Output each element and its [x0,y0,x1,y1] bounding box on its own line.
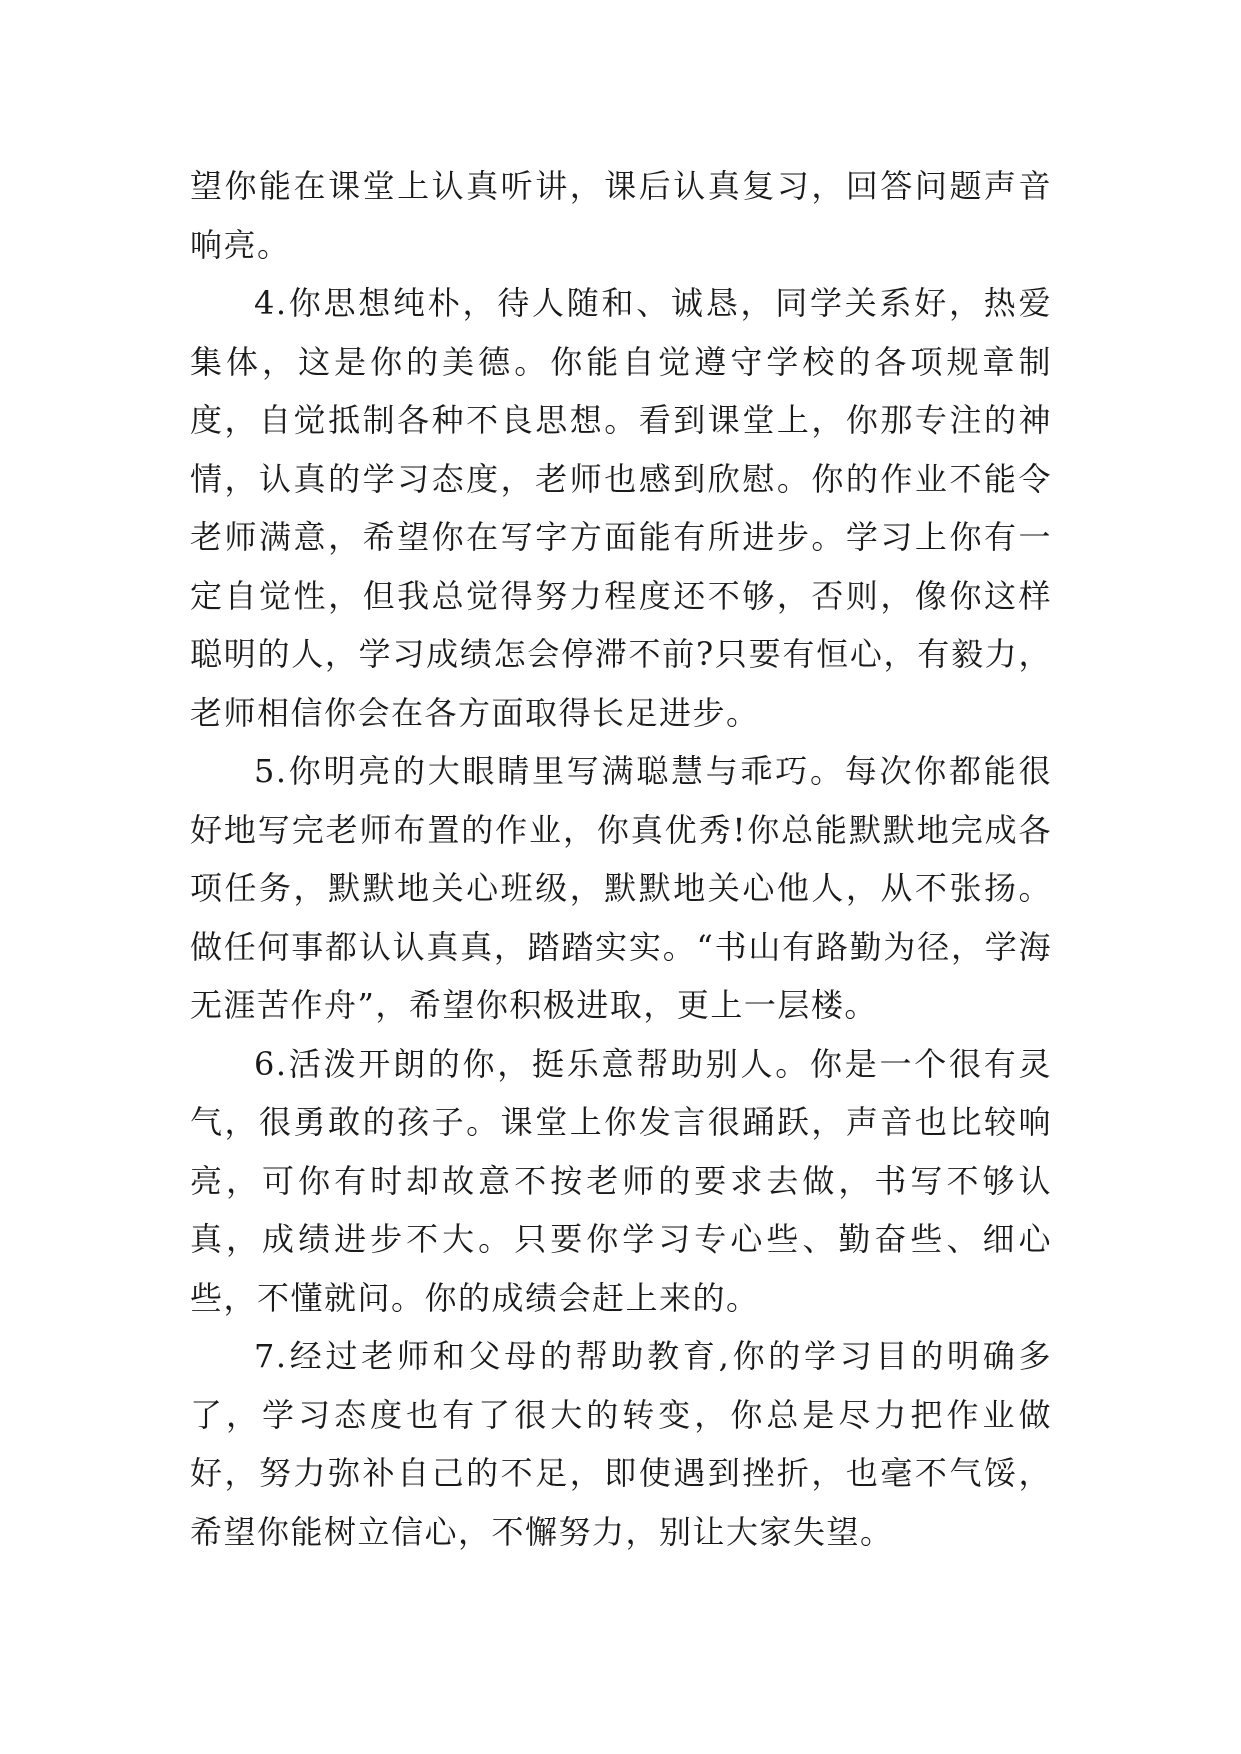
paragraph-item-5: 5.你明亮的大眼睛里写满聪慧与乖巧。每次你都能很好地写完老师布置的作业，你真优秀!你总能默默地完成各项任务，默默地关心班级，默默地关心他人，从不张扬。做任何事都认认真真，踏踏实实。“书山有路勤为径，学海无涯苦作舟”，希望你积极进取，更上一层楼。 [190,752,1052,1024]
paragraph-continuation: 望你能在课堂上认真听讲，课后认真复习，回答问题声音响亮。 [190,167,1052,264]
paragraph-item-4: 4.你思想纯朴，待人随和、诚恳，同学关系好，热爱集体，这是你的美德。你能自觉遵守学校的各项规章制度，自觉抵制各种不良思想。看到课堂上，你那专注的神情，认真的学习态度，老师也感到欣慰。你的作业不能令老师满意，希望你在写字方面能有所进步。学习上你有一定自觉性，但我总觉得努力程度还不够，否则，像你这样聪明的人，学习成绩怎会停滞不前?只要有恒心，有毅力，老师相信你会在各方面取得长足进步。 [190,284,1052,732]
document-body [190,157,1052,1561]
paragraph-item-7: 7.经过老师和父母的帮助教育,你的学习目的明确多了，学习态度也有了很大的转变，你总是尽力把作业做好，努力弥补自己的不足，即使遇到挫折，也毫不气馁，希望你能树立信心，不懈努力，别让大家失望。 [190,1337,1052,1551]
paragraph-item-6: 6.活泼开朗的你，挺乐意帮助别人。你是一个很有灵气，很勇敢的孩子。课堂上你发言很踊跃，声音也比较响亮，可你有时却故意不按老师的要求去做，书写不够认真，成绩进步不大。只要你学习专心些、勤奋些、细心些，不懂就问。你的成绩会赶上来的。 [190,1044,1052,1317]
